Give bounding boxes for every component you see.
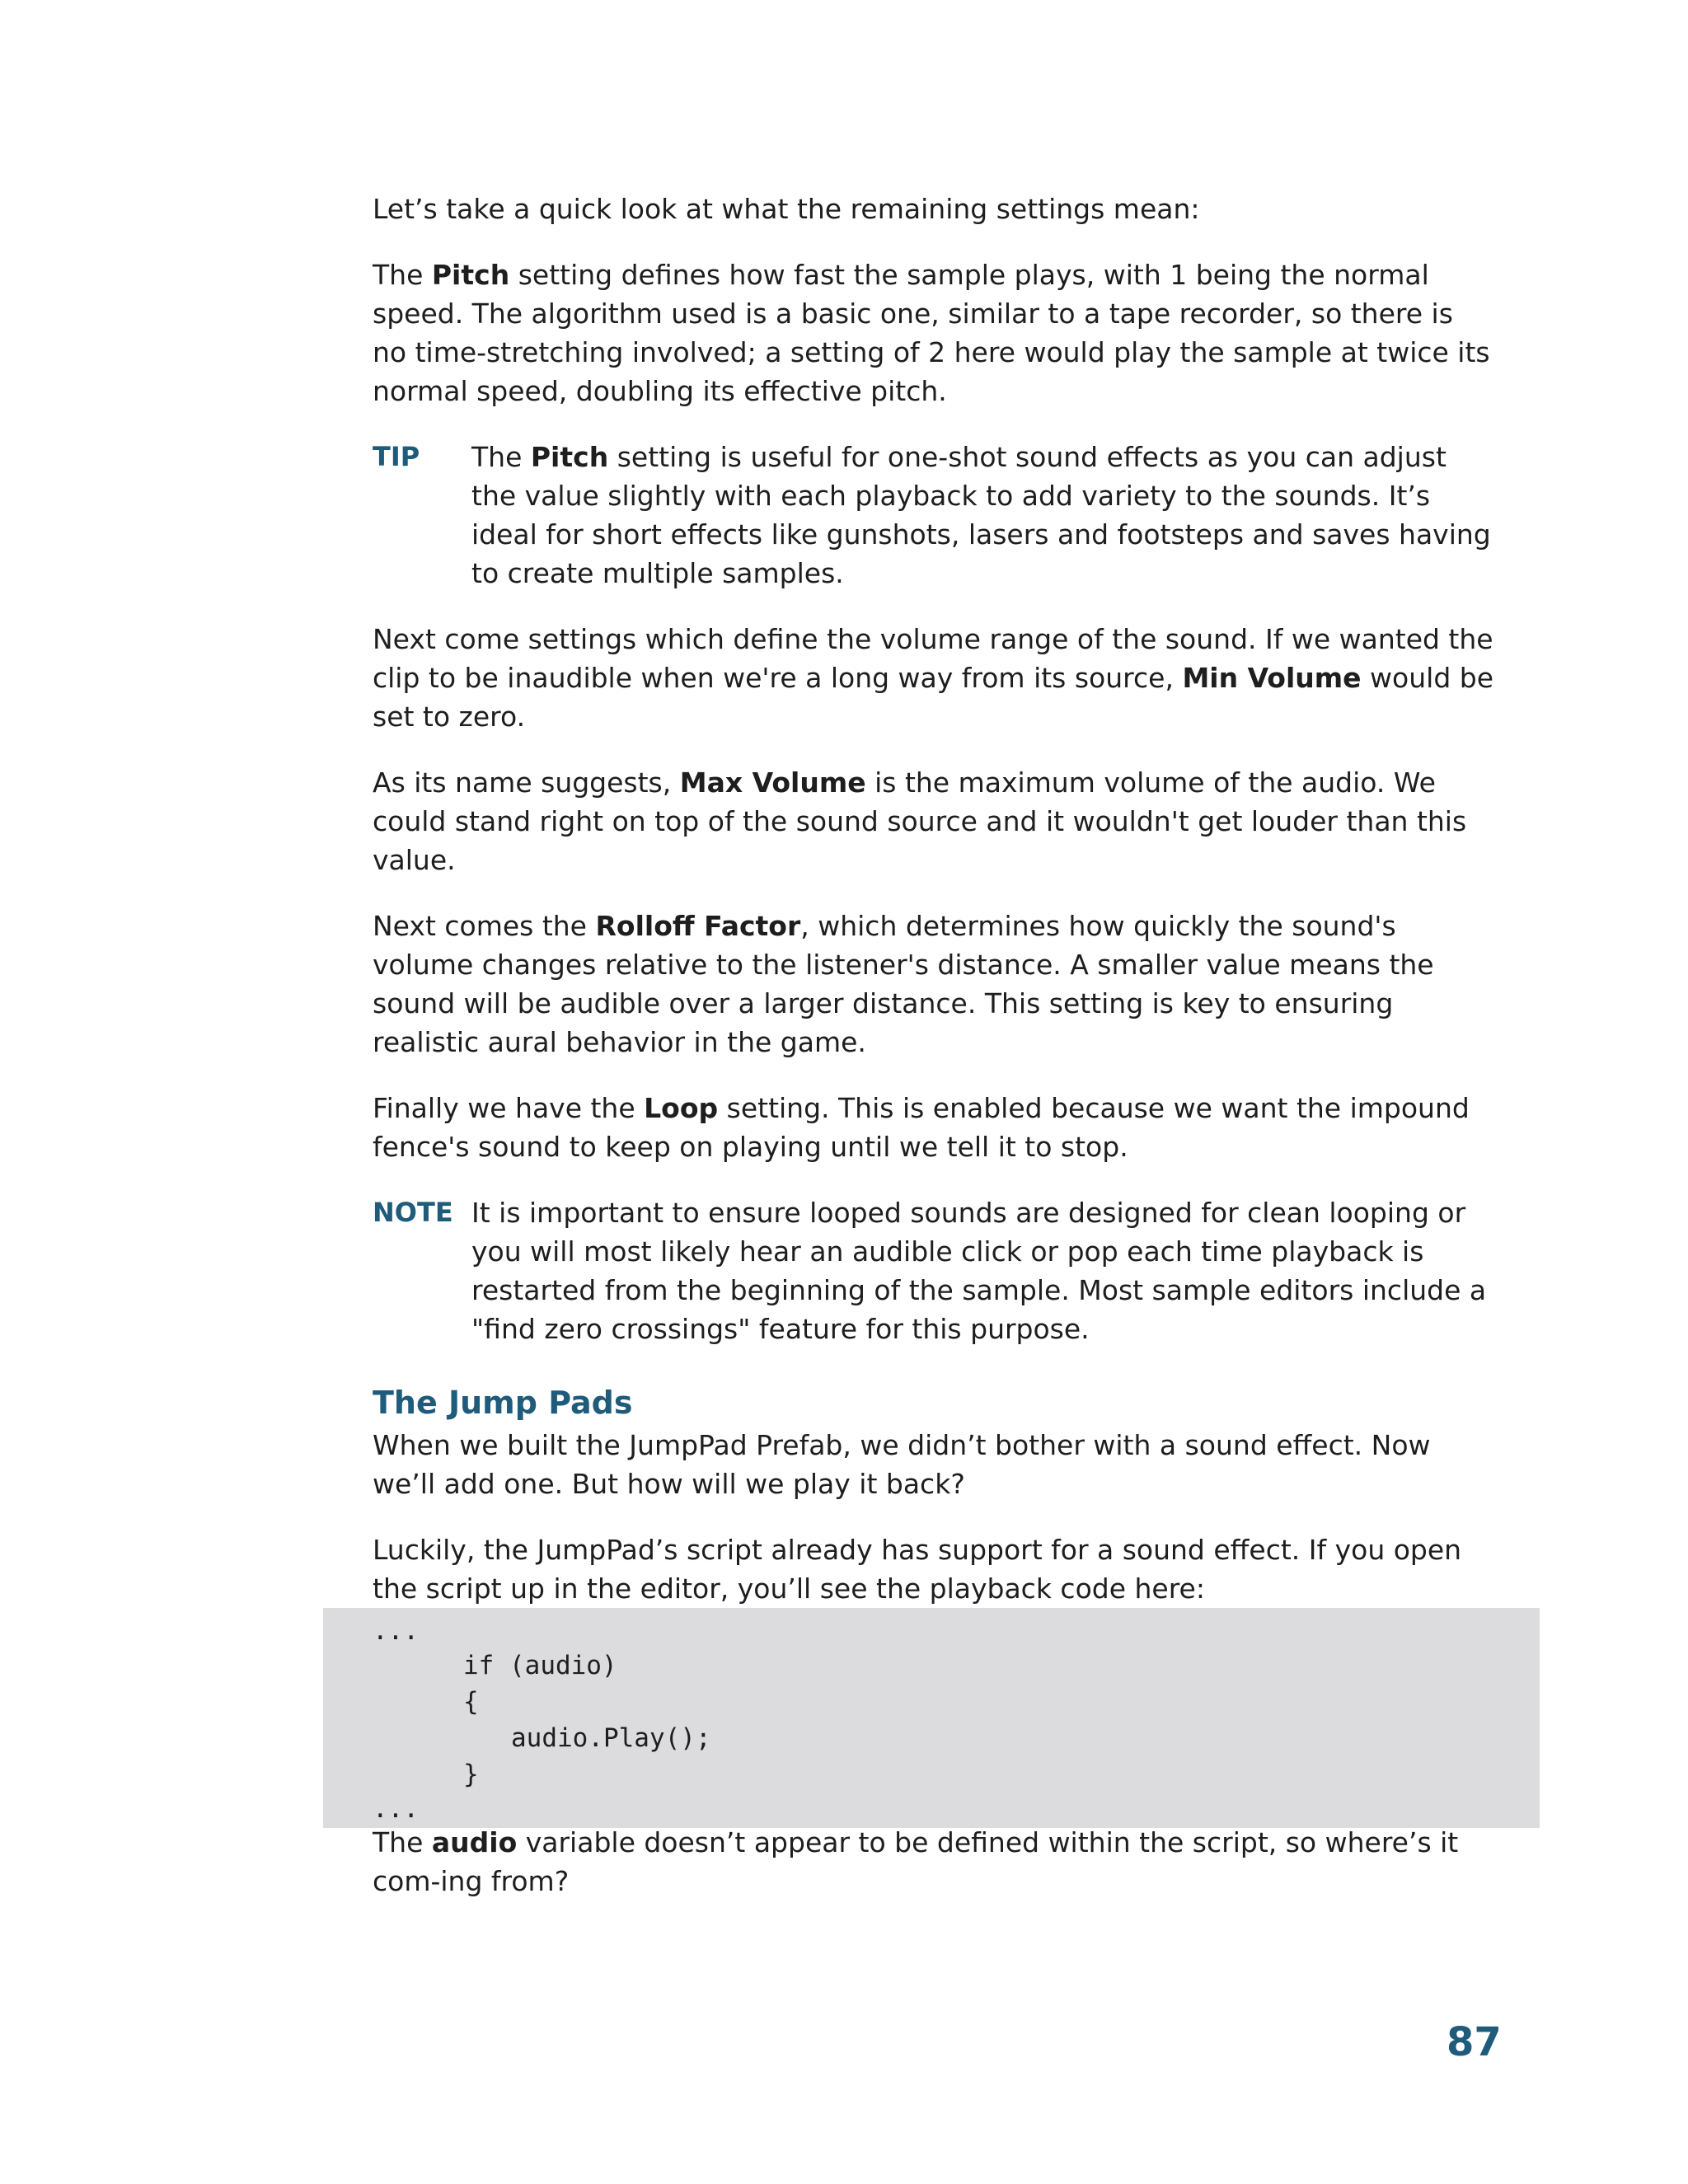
- term-min-volume: Min Volume: [1182, 662, 1362, 694]
- rolloff-paragraph: [373, 907, 1493, 1062]
- text-run: Next come settings which define the volume range of the sound. If we wanted the clip to be inaudible when we're a long way from its source,: [373, 623, 1493, 694]
- volume-paragraph: [373, 620, 1493, 736]
- note-label: NOTE: [373, 1197, 453, 1228]
- jumppad-paragraph: When we built the JumpPad Prefab, we didn’t bother with a sound effect. Now we’ll add one. But how will we play it back?: [373, 1429, 1431, 1500]
- code-line: if (audio): [463, 1651, 617, 1680]
- loop-paragraph: [373, 1089, 1493, 1166]
- tip-text: [471, 438, 1493, 593]
- page-number: 87: [1447, 2019, 1502, 2065]
- audio-variable-paragraph: [373, 1823, 1493, 1900]
- after-code-section: [373, 1823, 1493, 1900]
- text-run: variable doesn’t appear to be defined within the script, so where’s it com-ing from?: [373, 1826, 1459, 1897]
- text-run: setting defines how fast the sample plays, with 1 being the normal speed. The algorithm used is a basic one, similar to a tape recorder, so there is no time-stretching involved; a setting of 2 here would play the sample at twice its normal speed, doubling its effective pitch.: [373, 259, 1490, 407]
- term-pitch: Pitch: [530, 441, 609, 473]
- term-max-volume: Max Volume: [679, 766, 866, 799]
- term-rolloff-factor: Rolloff Factor: [595, 910, 801, 942]
- code-line: audio.Play();: [511, 1723, 711, 1753]
- text-run: As its name suggests,: [373, 766, 680, 799]
- code-line: }: [463, 1760, 479, 1789]
- tip-box: [373, 438, 1493, 593]
- intro-paragraph: Let’s take a quick look at what the remaining settings mean:: [373, 193, 1200, 225]
- text-run: The: [373, 1826, 432, 1858]
- pitch-paragraph: [373, 255, 1493, 410]
- text-run: , which determines how quickly the sound's volume changes relative to the listener's distance. A smaller value means the sound will be audible over a larger distance. This setting is key to ensuring realistic aural behavior in the game.: [373, 910, 1434, 1058]
- text-run: would be set to zero.: [373, 662, 1494, 733]
- max-volume-paragraph: [373, 763, 1493, 879]
- script-paragraph: Luckily, the JumpPad’s script already has support for a sound effect. If you open the script up in the editor, you’ll see the playback code here:: [373, 1534, 1462, 1605]
- text-run: The: [471, 441, 531, 473]
- text-run: Finally we have the: [373, 1092, 645, 1124]
- text-run: Next comes the: [373, 910, 596, 942]
- code-ellipsis-bottom: ...: [373, 1794, 419, 1824]
- text-run: setting is useful for one-shot sound effects as you can adjust the value slightly with each playback to add variety to the sounds. It’s ideal for short effects like gunshots, lasers and footsteps and saves having to create multiple samples.: [471, 441, 1491, 589]
- tip-label: TIP: [373, 441, 420, 472]
- note-text: It is important to ensure looped sounds are designed for clean looping or you will most likely hear an audible click or pop each time playback is restarted from the beginning of the sample. Most sample editors include a "find zero crossings" feature for this purpose.: [471, 1197, 1487, 1345]
- section-heading: The Jump Pads: [373, 1385, 633, 1421]
- term-pitch: Pitch: [431, 259, 510, 291]
- code-block: [323, 1608, 1540, 1828]
- note-box: [373, 1193, 1493, 1348]
- code-ellipsis-top: ...: [373, 1616, 419, 1646]
- page-body: [373, 190, 1493, 1608]
- term-loop: Loop: [644, 1092, 719, 1124]
- text-run: setting. This is enabled because we want the impound fence's sound to keep on playing until we tell it to stop.: [373, 1092, 1470, 1163]
- code-line: {: [463, 1687, 479, 1717]
- term-audio: audio: [431, 1826, 518, 1858]
- text-run: is the maximum volume of the audio. We could stand right on top of the sound source and it wouldn't get louder than this value.: [373, 766, 1467, 876]
- text-run: The: [373, 259, 432, 291]
